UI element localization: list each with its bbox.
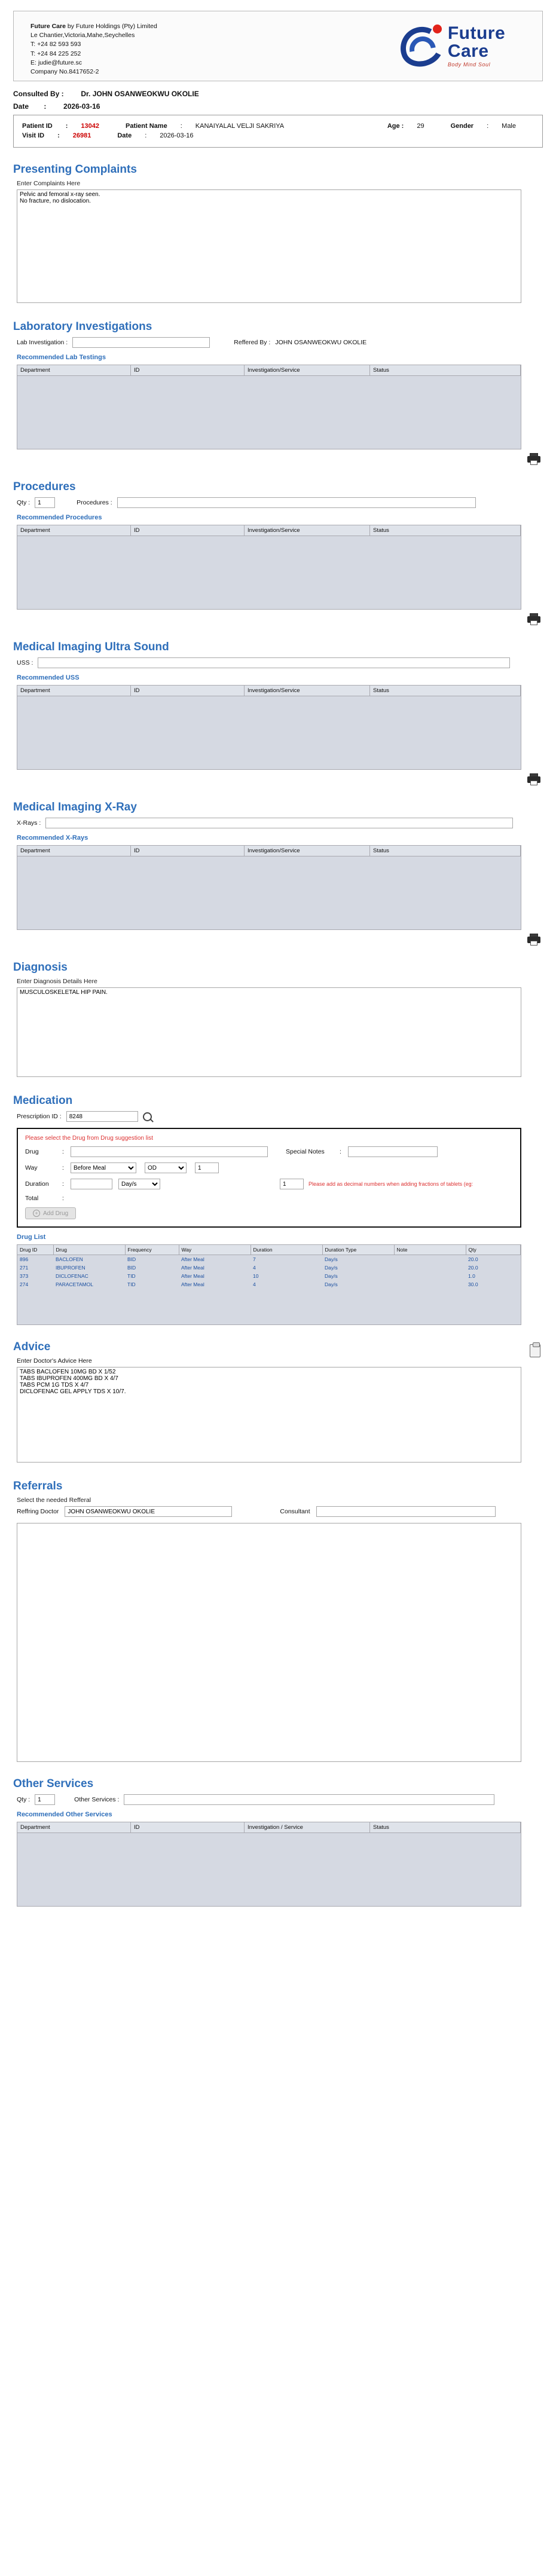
xray-grid[interactable] bbox=[17, 845, 521, 930]
add-drug-label: Add Drug bbox=[43, 1210, 69, 1217]
lab-col-investigation: Investigation/Service bbox=[245, 365, 370, 375]
section-title-advice: Advice bbox=[13, 1341, 51, 1353]
visit-id-label: Visit ID bbox=[22, 132, 45, 139]
dl-frequency: TID bbox=[127, 1273, 136, 1279]
uss-input[interactable] bbox=[38, 657, 510, 668]
clinic-logo bbox=[363, 11, 542, 81]
uss-col-id: ID bbox=[131, 686, 245, 696]
lab-investigation-label: Lab Investigation : bbox=[17, 339, 68, 346]
clinic-tel-2: T: +24 84 225 252 bbox=[30, 50, 81, 57]
os-col-investigation: Investigation / Service bbox=[245, 1822, 370, 1832]
dl-drug-id: 896 bbox=[20, 1256, 29, 1262]
other-services-qty-label: Qty : bbox=[17, 1796, 30, 1803]
duration-type-select[interactable] bbox=[118, 1179, 160, 1189]
dl-col-way: Way bbox=[179, 1245, 250, 1255]
uss-grid[interactable] bbox=[17, 685, 521, 770]
lab-grid-header bbox=[17, 365, 521, 376]
os-col-department: Department bbox=[17, 1822, 131, 1832]
visit-date-sep: : bbox=[145, 132, 147, 139]
drug-label: Drug bbox=[25, 1148, 39, 1155]
special-notes-label: Special Notes bbox=[286, 1148, 325, 1155]
add-drug-button[interactable] bbox=[25, 1207, 76, 1219]
dl-duration-type: Day/s bbox=[325, 1273, 338, 1279]
advice-textarea[interactable] bbox=[17, 1367, 521, 1463]
consult-date-value: 2026-03-16 bbox=[63, 102, 100, 111]
way-sep: : bbox=[62, 1164, 64, 1171]
medication-total-row bbox=[25, 1195, 513, 1202]
decimal-note: Please add as decimal numbers when adding fractions of tablets (eg: bbox=[308, 1181, 473, 1187]
proc-col-department: Department bbox=[17, 525, 131, 536]
dl-drug: DICLOFENAC bbox=[56, 1273, 88, 1279]
way-select[interactable] bbox=[71, 1162, 136, 1173]
visit-date-value: 2026-03-16 bbox=[160, 132, 194, 139]
magnifier-icon[interactable] bbox=[143, 1112, 152, 1121]
patient-name-sep: : bbox=[180, 123, 182, 130]
recommended-procedures-label: Recommended Procedures bbox=[17, 514, 102, 521]
dl-duration-type: Day/s bbox=[325, 1281, 338, 1287]
referrals-sub-label: Select the needed Refferal bbox=[17, 1497, 91, 1504]
gender-value: Male bbox=[502, 123, 516, 130]
section-title-uss: Medical Imaging Ultra Sound bbox=[13, 641, 169, 653]
printer-icon[interactable] bbox=[527, 773, 540, 785]
patient-name-label: Patient Name bbox=[126, 123, 167, 130]
procedures-print-row bbox=[0, 613, 540, 625]
section-title-lab: Laboratory Investigations bbox=[13, 320, 152, 333]
dl-note bbox=[394, 1263, 466, 1272]
other-services-grid-header bbox=[17, 1822, 521, 1833]
other-services-grid[interactable] bbox=[17, 1822, 521, 1907]
complaints-sub-label: Enter Complaints Here bbox=[17, 180, 81, 187]
dl-drug: PARACETAMOL bbox=[56, 1281, 93, 1287]
dl-frequency: BID bbox=[127, 1256, 136, 1262]
dl-duration: 10 bbox=[253, 1273, 259, 1279]
patient-info-row-1 bbox=[22, 123, 534, 130]
visit-id-value: 26981 bbox=[72, 132, 91, 139]
drug-list-table[interactable] bbox=[17, 1244, 521, 1325]
medication-entry-panel bbox=[17, 1128, 521, 1228]
company-name: Future Care bbox=[30, 23, 66, 30]
age-label: Age : bbox=[387, 123, 404, 130]
referring-doctor-label: Reffring Doctor bbox=[17, 1508, 59, 1515]
total-label: Total bbox=[25, 1195, 39, 1202]
patient-id-value: 13042 bbox=[81, 123, 99, 130]
xray-col-id: ID bbox=[131, 846, 245, 856]
special-notes-input[interactable] bbox=[348, 1146, 438, 1157]
section-title-diagnosis: Diagnosis bbox=[13, 961, 68, 974]
visit-id-sep: : bbox=[57, 132, 60, 139]
gender-label: Gender bbox=[450, 123, 474, 130]
medication-warning: Please select the Drug from Drug suggestion list bbox=[25, 1135, 153, 1142]
prescription-id-label: Prescription ID : bbox=[17, 1113, 62, 1120]
clipboard-icon[interactable] bbox=[530, 1344, 540, 1357]
total-sep: : bbox=[62, 1195, 64, 1202]
lab-investigation-input[interactable] bbox=[72, 337, 210, 348]
logo-line-1: Future bbox=[447, 23, 506, 43]
lab-grid-body bbox=[17, 376, 521, 449]
duration-input[interactable] bbox=[71, 1179, 112, 1189]
proc-col-id: ID bbox=[131, 525, 245, 536]
xray-grid-header bbox=[17, 846, 521, 856]
dl-duration-type: Day/s bbox=[325, 1256, 338, 1262]
dl-note bbox=[394, 1280, 466, 1289]
frequency-select[interactable] bbox=[145, 1162, 187, 1173]
dl-col-duration: Duration bbox=[250, 1245, 322, 1255]
dl-drug-id: 274 bbox=[20, 1281, 29, 1287]
dl-col-drug-id: Drug ID bbox=[17, 1245, 53, 1255]
dl-way: After Meal bbox=[181, 1273, 204, 1279]
procedures-input-row bbox=[17, 497, 543, 508]
consulted-by-row bbox=[13, 90, 543, 98]
dl-way: After Meal bbox=[181, 1265, 204, 1271]
age-value: 29 bbox=[417, 123, 424, 130]
procedures-input[interactable] bbox=[117, 497, 476, 508]
procedures-grid[interactable] bbox=[17, 525, 521, 610]
dl-frequency: TID bbox=[127, 1281, 136, 1287]
way-label: Way bbox=[25, 1164, 38, 1171]
dl-frequency: BID bbox=[127, 1265, 136, 1271]
lab-col-department: Department bbox=[17, 365, 131, 375]
special-notes-sep: : bbox=[340, 1148, 341, 1155]
recommended-other-services-label: Recommended Other Services bbox=[17, 1811, 112, 1818]
prescription-id-input[interactable] bbox=[66, 1111, 138, 1122]
dl-duration: 4 bbox=[253, 1265, 256, 1271]
xray-input[interactable] bbox=[45, 818, 513, 828]
uss-print-row bbox=[0, 773, 540, 785]
recommended-uss-label: Recommended USS bbox=[17, 674, 80, 681]
section-title-referrals: Referrals bbox=[13, 1480, 63, 1492]
dl-drug-id: 373 bbox=[20, 1273, 29, 1279]
clinic-header bbox=[13, 11, 543, 81]
uss-col-status: Status bbox=[370, 686, 521, 696]
procedures-qty-label: Qty : bbox=[17, 499, 30, 506]
diagnosis-sub-label: Enter Diagnosis Details Here bbox=[17, 978, 97, 985]
dl-qty: 20.0 bbox=[468, 1256, 478, 1262]
table-row[interactable] bbox=[17, 1255, 521, 1264]
procedures-grid-header bbox=[17, 525, 521, 536]
patient-name-value: KANAIYALAL VELJI SAKRIYA bbox=[195, 123, 285, 130]
dl-qty: 30.0 bbox=[468, 1281, 478, 1287]
visit-date-label: Date bbox=[117, 132, 132, 139]
referring-doctor-input[interactable] bbox=[65, 1506, 232, 1517]
clinic-company-no: Company No.8417652-2 bbox=[30, 68, 99, 76]
clinic-email: E: judie@future.sc bbox=[30, 59, 82, 66]
xray-label: X-Rays : bbox=[17, 819, 41, 827]
drug-list-header bbox=[17, 1245, 521, 1255]
drug-list-filler bbox=[17, 1289, 521, 1324]
clinic-address: Le Chantier,Victoria,Mahe,Seychelles bbox=[30, 32, 135, 39]
uss-col-department: Department bbox=[17, 686, 131, 696]
consultation-page bbox=[0, 11, 556, 1925]
lab-col-status: Status bbox=[370, 365, 521, 375]
referrals-input-row bbox=[17, 1506, 543, 1517]
section-title-procedures: Procedures bbox=[13, 481, 76, 493]
dl-drug: BACLOFEN bbox=[56, 1256, 83, 1262]
procedures-qty-input[interactable] bbox=[35, 497, 55, 508]
dl-drug: IBUPROFEN bbox=[56, 1265, 85, 1271]
procedures-label: Procedures : bbox=[77, 499, 112, 506]
procedures-grid-body bbox=[17, 536, 521, 609]
patient-info-box bbox=[13, 115, 543, 148]
dl-col-frequency: Frequency bbox=[125, 1245, 179, 1255]
uss-grid-header bbox=[17, 686, 521, 696]
lab-input-row bbox=[17, 337, 543, 348]
medication-add-row bbox=[25, 1207, 513, 1219]
consult-date-sep: : bbox=[44, 102, 47, 111]
xray-grid-body bbox=[17, 856, 521, 929]
recommended-lab-label: Recommended Lab Testings bbox=[17, 354, 106, 361]
other-services-grid-body bbox=[17, 1833, 521, 1906]
dl-col-drug: Drug bbox=[53, 1245, 125, 1255]
recommended-xray-label: Recommended X-Rays bbox=[17, 834, 88, 842]
logo-tagline: Body Mind Soul bbox=[447, 62, 491, 68]
duration-qty-input[interactable] bbox=[280, 1179, 304, 1189]
other-services-qty-input[interactable] bbox=[35, 1794, 55, 1805]
dl-duration: 7 bbox=[253, 1256, 256, 1262]
plus-icon: + bbox=[33, 1210, 40, 1217]
drug-list-label: Drug List bbox=[17, 1234, 46, 1241]
printer-icon[interactable] bbox=[527, 934, 540, 946]
other-services-label: Other Services : bbox=[74, 1796, 120, 1803]
dl-drug-id: 271 bbox=[20, 1265, 29, 1271]
section-title-complaints: Presenting Complaints bbox=[13, 163, 137, 176]
consulted-by-value: Dr. JOHN OSANWEOKWU OKOLIE bbox=[81, 90, 199, 98]
consult-date-label: Date bbox=[13, 102, 29, 111]
lab-col-id: ID bbox=[131, 365, 245, 375]
medication-drug-row bbox=[25, 1146, 513, 1157]
other-services-input-row bbox=[17, 1794, 543, 1805]
os-col-id: ID bbox=[131, 1822, 245, 1832]
clinic-tel-1: T: +24 82 593 593 bbox=[30, 41, 81, 48]
logo-mark-icon bbox=[400, 23, 444, 69]
referrals-panel[interactable] bbox=[17, 1523, 521, 1762]
consult-date-row bbox=[13, 102, 543, 111]
table-row[interactable] bbox=[17, 1263, 521, 1272]
drug-sep: : bbox=[62, 1148, 64, 1155]
medication-way-row bbox=[25, 1162, 513, 1173]
printer-icon[interactable] bbox=[527, 453, 540, 465]
dl-duration: 4 bbox=[253, 1281, 256, 1287]
lab-results-grid[interactable] bbox=[17, 365, 521, 449]
logo-line-2: Care bbox=[447, 41, 489, 61]
dl-col-note: Note bbox=[394, 1245, 466, 1255]
company-name-sub: by Future Holdings (Pty) Limited bbox=[67, 23, 157, 30]
dl-note bbox=[394, 1255, 466, 1264]
clinic-details bbox=[14, 11, 363, 81]
dl-qty: 20.0 bbox=[468, 1265, 478, 1271]
xray-print-row bbox=[0, 934, 540, 946]
referred-by-label: Reffered By : bbox=[234, 339, 271, 346]
lab-print-row bbox=[0, 453, 540, 465]
patient-info-row-2 bbox=[22, 132, 534, 139]
other-services-input[interactable] bbox=[124, 1794, 494, 1805]
dl-note bbox=[394, 1272, 466, 1280]
consulted-by-label: Consulted By : bbox=[13, 90, 64, 98]
advice-sub-label: Enter Doctor's Advice Here bbox=[17, 1357, 92, 1365]
gender-sep: : bbox=[487, 123, 489, 130]
dl-way: After Meal bbox=[181, 1256, 204, 1262]
xray-col-investigation: Investigation/Service bbox=[245, 846, 370, 856]
table-row[interactable] bbox=[17, 1272, 521, 1280]
drug-input[interactable] bbox=[71, 1146, 268, 1157]
referred-by-value: JOHN OSANWEOKWU OKOLIE bbox=[275, 339, 367, 346]
printer-icon[interactable] bbox=[527, 613, 540, 625]
duration-sep: : bbox=[62, 1180, 64, 1188]
diagnosis-textarea[interactable] bbox=[17, 987, 521, 1077]
uss-col-investigation: Investigation/Service bbox=[245, 686, 370, 696]
dl-qty: 1.0 bbox=[468, 1273, 475, 1279]
consultant-input[interactable] bbox=[316, 1506, 496, 1517]
consultant-label: Consultant bbox=[280, 1508, 310, 1515]
section-title-other-services: Other Services bbox=[13, 1777, 94, 1790]
medication-duration-row bbox=[25, 1179, 513, 1189]
xray-col-department: Department bbox=[17, 846, 131, 856]
dl-col-qty: Qty bbox=[466, 1245, 521, 1255]
section-title-medication: Medication bbox=[13, 1094, 73, 1107]
prescription-id-row bbox=[17, 1111, 543, 1122]
proc-col-status: Status bbox=[370, 525, 521, 536]
complaints-textarea[interactable] bbox=[17, 189, 521, 303]
uss-label: USS : bbox=[17, 659, 33, 666]
duration-label: Duration bbox=[25, 1180, 49, 1188]
consultation-meta bbox=[13, 90, 543, 111]
table-row[interactable] bbox=[17, 1280, 521, 1289]
section-title-xray: Medical Imaging X-Ray bbox=[13, 801, 137, 813]
company-name-line bbox=[30, 22, 357, 31]
patient-id-label: Patient ID bbox=[22, 123, 53, 130]
dl-way: After Meal bbox=[181, 1281, 204, 1287]
way-qty-input[interactable] bbox=[195, 1162, 219, 1173]
uss-grid-body bbox=[17, 696, 521, 769]
uss-input-row bbox=[17, 657, 543, 668]
patient-id-sep: : bbox=[65, 123, 68, 130]
dl-col-duration-type: Duration Type bbox=[322, 1245, 394, 1255]
os-col-status: Status bbox=[370, 1822, 521, 1832]
xray-col-status: Status bbox=[370, 846, 521, 856]
dl-duration-type: Day/s bbox=[325, 1265, 338, 1271]
proc-col-investigation: Investigation/Service bbox=[245, 525, 370, 536]
xray-input-row bbox=[17, 818, 543, 828]
